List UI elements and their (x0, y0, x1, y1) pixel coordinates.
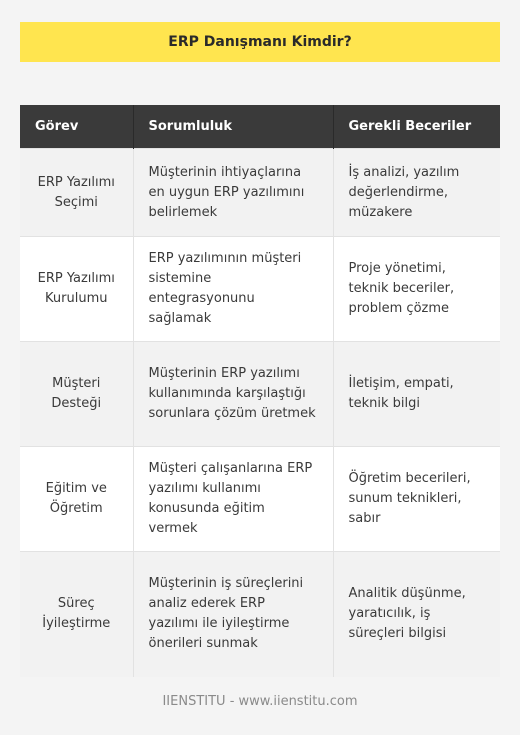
column-header-task: Görev (20, 105, 133, 149)
table-row (20, 237, 500, 342)
skills-cell: İletişim, empati, teknik bilgi (333, 342, 500, 447)
task-cell: ERP Yazılımı Seçimi (20, 149, 133, 237)
footer-credit: IIENSTITU - www.iienstitu.com (162, 694, 358, 709)
responsibility-cell: Müşteri çalışanlarına ERP yazılımı kullanımı konusunda eğitim vermek (133, 447, 333, 552)
task-cell: ERP Yazılımı Kurulumu (20, 237, 133, 342)
table-row (20, 552, 500, 677)
table-header-row (20, 105, 500, 149)
skills-cell: İş analizi, yazılım değerlendirme, müzakere (333, 149, 500, 237)
skills-cell: Analitik düşünme, yaratıcılık, iş süreçleri bilgisi (333, 552, 500, 677)
table-row (20, 447, 500, 552)
responsibility-cell: Müşterinin iş süreçlerini analiz ederek ERP yazılımı ile iyileştirme önerileri sunmak (133, 552, 333, 677)
skills-cell: Proje yönetimi, teknik beceriler, problem çözme (333, 237, 500, 342)
task-cell: Süreç İyileştirme (20, 552, 133, 677)
page-title: ERP Danışmanı Kimdir? (20, 22, 500, 62)
table-row (20, 342, 500, 447)
erp-consultant-table (20, 105, 500, 677)
responsibility-cell: ERP yazılımının müşteri sistemine entegrasyonunu sağlamak (133, 237, 333, 342)
responsibility-cell: Müşterinin ERP yazılımı kullanımında karşılaştığı sorunlara çözüm üretmek (133, 342, 333, 447)
column-header-skills: Gerekli Beceriler (333, 105, 500, 149)
table-row (20, 149, 500, 237)
skills-cell: Öğretim becerileri, sunum teknikleri, sabır (333, 447, 500, 552)
column-header-responsibility: Sorumluluk (133, 105, 333, 149)
task-cell: Müşteri Desteği (20, 342, 133, 447)
task-cell: Eğitim ve Öğretim (20, 447, 133, 552)
responsibility-cell: Müşterinin ihtiyaçlarına en uygun ERP yazılımını belirlemek (133, 149, 333, 237)
